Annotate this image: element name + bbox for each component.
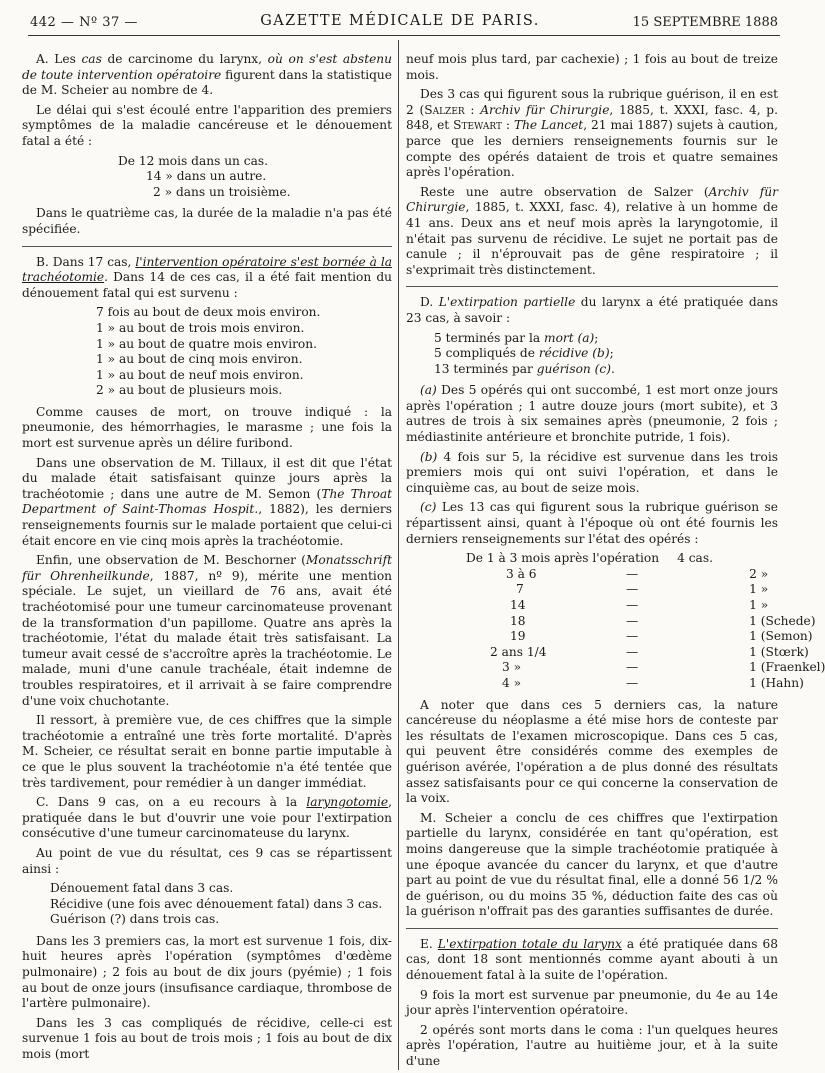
paragraph-e-coma: 2 opérés sont morts dans le coma : l'un quelques heures après l'opération, l'autre au huitième jour, et à la suite d'une (406, 1022, 778, 1069)
table-row: 19 — 1 (Semon) (510, 629, 813, 644)
list-item: 13 terminés par guérison (c). (434, 361, 615, 376)
section-rule (406, 286, 778, 287)
paragraph-scheier: M. Scheier a conclu de ces chiffres que l'extirpation partielle du larynx, considérée en tant qu'opération, est moins dangereuse que la simple trachéotomie pratiquée à une époque avancée du cancer du larynx, et que d'autre part au point de vue du résultat final, elle a donné 56 1/2 % de guérison, ou du moins 35 %, déduction faite des cas où la guérison n'offrait pas des garanties suffisantes de durée. (406, 810, 778, 919)
paragraph-noter: A noter que dans ces 5 derniers cas, la nature cancéreuse du néoplasme a été mise hors de conteste par les résultats de l'examen microscopique. Dans ces 5 cas, qui peuvent être considérés comme des exemples de guérison avérée, l'opération a de plus donné des résultats assez satisfaisants pour ce qui concerne la conservation de la voix. (406, 697, 778, 806)
table-row: 3 à 6 — 2 » (506, 566, 769, 581)
paragraph-b-beschorner: Enfin, une observation de M. Beschorner (Monatsschrift für Ohrenheilkunde, 1887, nº 9), mérite une mention spéciale. Le sujet, un vieillard de 76 ans, avait été trachéotomisé pour une tumeur carcinomateuse provenant de la transformation d'un papillome. Quatre ans après la trachéotomie, l'état du malade était très satisfaisant. La tumeur avait cessé de s'accroître après la trachéotomie. Le malade, muni d'une canule trachéale, était indemne de troubles respiratoires, et il arrivait à se faire comprendre d'une voix chuchotante. (22, 553, 393, 708)
list-item: 5 compliqués de récidive (b); (434, 346, 614, 361)
paragraph-c-point: Au point de vue du résultat, ces 9 cas se répartissent ainsi : (22, 845, 392, 876)
table-row: 2 ans 1/4 — 1 (Stœrk) (490, 644, 809, 659)
list-item: 2 » dans un troisième. (153, 184, 291, 199)
list-item: 1 » au bout de quatre mois environ. (96, 336, 317, 351)
page-number: 442 — Nº 37 — (30, 15, 138, 30)
list-item: 14 » dans un autre. (146, 169, 267, 184)
paragraph-c-recidive: Dans les 3 cas compliqués de récidive, celle-ci est survenue 1 fois au bout de trois mois ; 1 fois au bout de dix mois (mort (22, 1015, 392, 1062)
paragraph-a-intro: A. Les cas de carcinome du larynx, où on s'est abstenu de toute intervention opératoire figurent dans la statistique de M. Scheier au nombre de 4. (22, 52, 392, 98)
list-item: Récidive (une fois avec dénouement fatal) dans 3 cas. (50, 896, 383, 911)
list-item: Dénouement fatal dans 3 cas. (50, 881, 234, 896)
list-item: 5 terminés par la mort (a); (434, 330, 599, 345)
guerison-table (406, 551, 825, 691)
paragraph-e-pneumonie: 9 fois la mort est survenue par pneumonie, du 4e au 14e jour après l'intervention opératoire. (406, 987, 778, 1018)
list-item: 1 » au bout de trois mois environ. (96, 320, 305, 335)
header-rule (28, 35, 780, 36)
table-row: 3 » — 1 (Fraenkel) (502, 660, 825, 675)
page-header (0, 0, 800, 30)
paragraph-d-b: (b) 4 fois sur 5, la récidive est survenue dans les trois premiers mois qui ont suivi l'opération, et dans le cinquième cas, au bout de seize mois. (406, 449, 778, 495)
paragraph-guerison: Des 3 cas qui figurent sous la rubrique guérison, il en est 2 (Salzer : Archiv für Chirurgie, 1885, t. XXXI, fasc. 4, p. 848, et Stewart : The Lancet, 21 mai 1887) sujets à caution, parce que les derniers renseignements fournis sur le compte des opérés dataient de trois et quatre semaines après l'opération. (406, 87, 778, 180)
list-item: 1 » au bout de neuf mois environ. (96, 367, 304, 382)
paragraph-e-intro: E. L'extirpation totale du larynx a été pratiquée dans 68 cas, dont 18 sont mentionnés comme ayant abouti à un dénouement fatal à la suite de l'opération. (406, 936, 778, 983)
paragraph-d-a: (a) Des 5 opérés qui ont succombé, 1 est mort onze jours après l'opération ; 1 autre douze jours (mort subite), et 3 autres de trois à six semaines après (pneumonie, 2 fois ; médiastinite antérieure et bronchite putride, 1 fois). (406, 383, 778, 445)
list-c-results (22, 881, 392, 928)
table-row: 14 — 1 » (510, 598, 769, 612)
right-column (406, 52, 825, 1069)
paragraph-a-fourth: Dans le quatrième cas, la durée de la maladie n'a pas été spécifiée. (22, 206, 392, 236)
paragraph-b-causes: Comme causes de mort, on trouve indiqué : la pneumonie, des hémorrhagies, le marasme ; une fois la mort est survenue après un délire furibond. (22, 404, 392, 451)
paragraph-c-premiers: Dans les 3 premiers cas, la mort est survenue 1 fois, dix-huit heures après l'opération (symptômes d'œdème pulmonaire) ; 2 fois au bout de dix jours (pyémie) ; 1 fois au bout de onze jours (insufisance cardiaque, thrombose de l'artère pulmonaire). (22, 933, 392, 1011)
journal-title: GAZETTE MÉDICALE DE PARIS. (260, 13, 540, 29)
column-divider (398, 40, 399, 1070)
list-d-outcomes (406, 331, 778, 378)
left-column (22, 52, 392, 1067)
paragraph-d-c: (c) Les 13 cas qui figurent sous la rubrique guérison se répartissent ainsi, quant à l'époque où ont été fournis les derniers renseignements sur l'état des opérés : (406, 500, 778, 546)
paragraph-b-tillaux: Dans une observation de M. Tillaux, il est dit que l'état du malade était satisfaisant quinze jours après la trachéotomie ; dans une autre de M. Semon (The Throat Department of Saint-Thomas Hospit., 1882), les derniers renseignements fournis sur le malade portaient que celui-ci était encore en vie cinq mois après la trachéotomie. (22, 455, 392, 548)
paragraph-continuation: neuf mois plus tard, par cachexie) ; 1 fois au bout de treize mois. (406, 52, 778, 82)
paragraph-b-intro: B. Dans 17 cas, l'intervention opératoire s'est bornée à la trachéotomie. Dans 14 de ces cas, il a été fait mention du dénouement fatal qui est survenu : (22, 254, 392, 300)
list-item: Guérison (?) dans trois cas. (50, 912, 220, 927)
list-b-deaths (22, 305, 392, 399)
paragraph-b-ressort: Il ressort, à première vue, de ces chiffres que la simple trachéotomie a entraîné une très forte mortalité. D'après M. Scheier, ce résultat serait en bonne partie imputable à ce que le plus souvent la trachéotomie n'a été tentée que très tardivement, pour remédier à un danger immédiat. (22, 713, 392, 790)
list-a-durations (22, 154, 392, 201)
paragraph-a-delay: Le délai qui s'est écoulé entre l'apparition des premiers symptômes de la maladie cancéreuse et le dénouement fatal a été : (22, 102, 392, 148)
paragraph-d-intro: D. L'extirpation partielle du larynx a été pratiquée dans 23 cas, à savoir : (406, 295, 778, 325)
table-row: 4 » — 1 (Hahn) (502, 675, 804, 690)
issue-date: 15 SEPTEMBRE 1888 (632, 15, 778, 30)
list-item: De 12 mois dans un cas. (118, 153, 268, 168)
section-rule (406, 928, 778, 929)
table-row: 18 — 1 (Schede) (510, 613, 816, 628)
list-item: 7 fois au bout de deux mois environ. (96, 305, 321, 320)
table-row: 7 — 1 » (516, 582, 769, 597)
paragraph-c-intro: C. Dans 9 cas, on a eu recours à la laryngotomie, pratiquée dans le but d'ouvrir une voie pour l'extirpation consécutive d'une tumeur carcinomateuse du larynx. (22, 795, 392, 841)
list-item: 2 » au bout de plusieurs mois. (96, 383, 283, 398)
section-rule (22, 246, 392, 247)
list-item: 1 » au bout de cinq mois environ. (96, 352, 303, 367)
table-row: De 1 à 3 mois après l'opération 4 cas. (466, 551, 713, 566)
paragraph-salzer: Reste une autre observation de Salzer (Archiv für Chirurgie, 1885, t. XXXI, fasc. 4), relative à un homme de 41 ans. Deux ans et neuf mois après la laryngotomie, il n'était pas survenu de récidive. Le sujet ne portait pas de canule ; il n'éprouvait pas de gêne respiratoire ; il s'exprimait très distinctement. (406, 184, 778, 277)
